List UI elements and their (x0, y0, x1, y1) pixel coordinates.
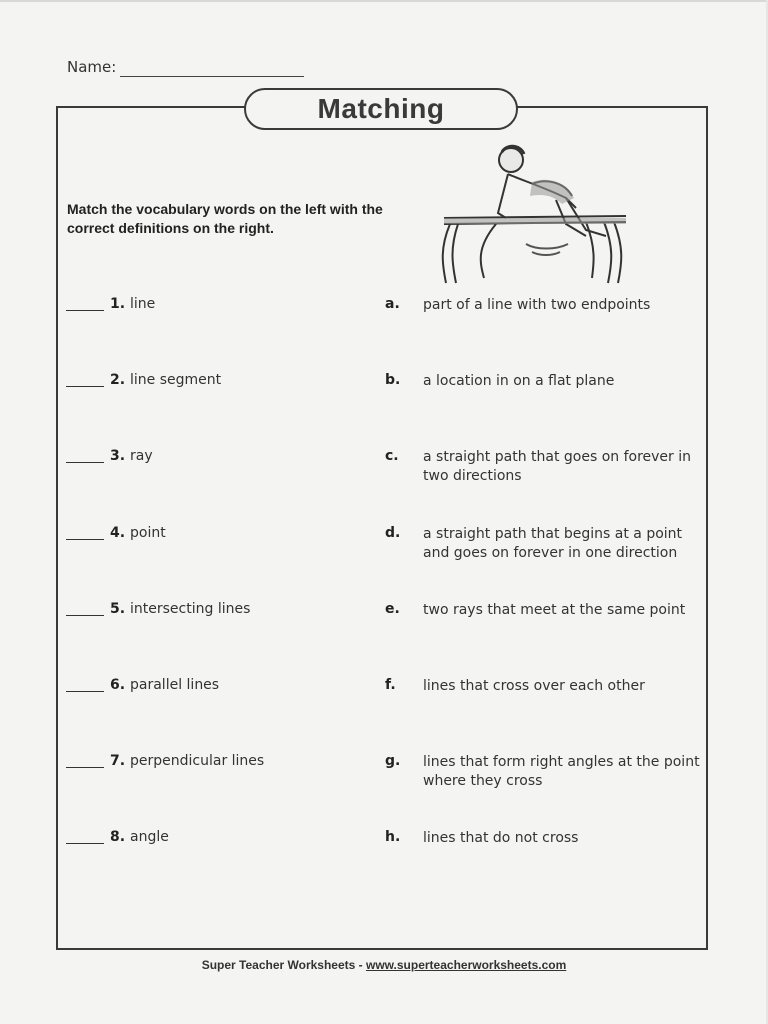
term-number: 2. (110, 372, 126, 388)
definition-text: lines that form right angles at the point where they cross (423, 754, 700, 789)
answer-blank-8[interactable] (66, 843, 104, 844)
term-number: 3. (110, 448, 126, 464)
instructions-text: Match the vocabulary words on the left with the correct definitions on the right. (67, 201, 383, 236)
definition-text: a straight path that begins at a point and goes on forever in one direction (423, 526, 683, 561)
definition-text: two rays that meet at the same point (423, 602, 686, 618)
term-text: intersecting lines (130, 601, 251, 617)
term-text: parallel lines (130, 677, 220, 693)
boy-on-hurdle-illustration (436, 138, 636, 288)
definition-letter: b. (385, 372, 401, 388)
page-top-edge (0, 0, 768, 2)
definition-text: lines that cross over each other (423, 678, 645, 694)
definition-letter: d. (385, 525, 401, 541)
term-text: ray (130, 448, 153, 464)
term-number: 6. (110, 677, 126, 693)
page-title: Matching (317, 93, 445, 124)
answer-blank-5[interactable] (66, 615, 104, 616)
definition-text: part of a line with two endpoints (423, 297, 651, 313)
term-text: line (130, 296, 156, 312)
answer-blank-3[interactable] (66, 462, 104, 463)
answer-blank-2[interactable] (66, 386, 104, 387)
definition-letter: g. (385, 753, 401, 769)
term-text: line segment (130, 372, 222, 388)
term-text: point (130, 525, 166, 541)
answer-blank-4[interactable] (66, 539, 104, 540)
definition-letter: h. (385, 829, 401, 845)
footer-url-link[interactable]: www.superteacherworksheets.com (365, 958, 567, 972)
name-label: Name: (67, 58, 117, 76)
definition-letter: f. (385, 677, 396, 693)
answer-blank-1[interactable] (66, 310, 104, 311)
term-text: angle (130, 829, 169, 845)
answer-blank-6[interactable] (66, 691, 104, 692)
definition-letter: a. (385, 296, 400, 312)
term-number: 7. (110, 753, 126, 769)
title-banner (244, 88, 518, 130)
term-text: perpendicular lines (130, 753, 265, 769)
answer-blank-7[interactable] (66, 767, 104, 768)
term-number: 1. (110, 296, 126, 312)
term-number: 4. (110, 525, 126, 541)
definition-letter: c. (385, 448, 399, 464)
term-number: 5. (110, 601, 126, 617)
footer (0, 958, 768, 972)
definition-text: a location in on a flat plane (423, 373, 615, 389)
definition-letter: e. (385, 601, 400, 617)
footer-brand: Super Teacher Worksheets - (201, 958, 366, 972)
definition-text: a straight path that goes on forever in two directions (423, 449, 692, 484)
term-number: 8. (110, 829, 126, 845)
name-field-line[interactable] (120, 76, 304, 77)
definition-text: lines that do not cross (423, 830, 579, 846)
